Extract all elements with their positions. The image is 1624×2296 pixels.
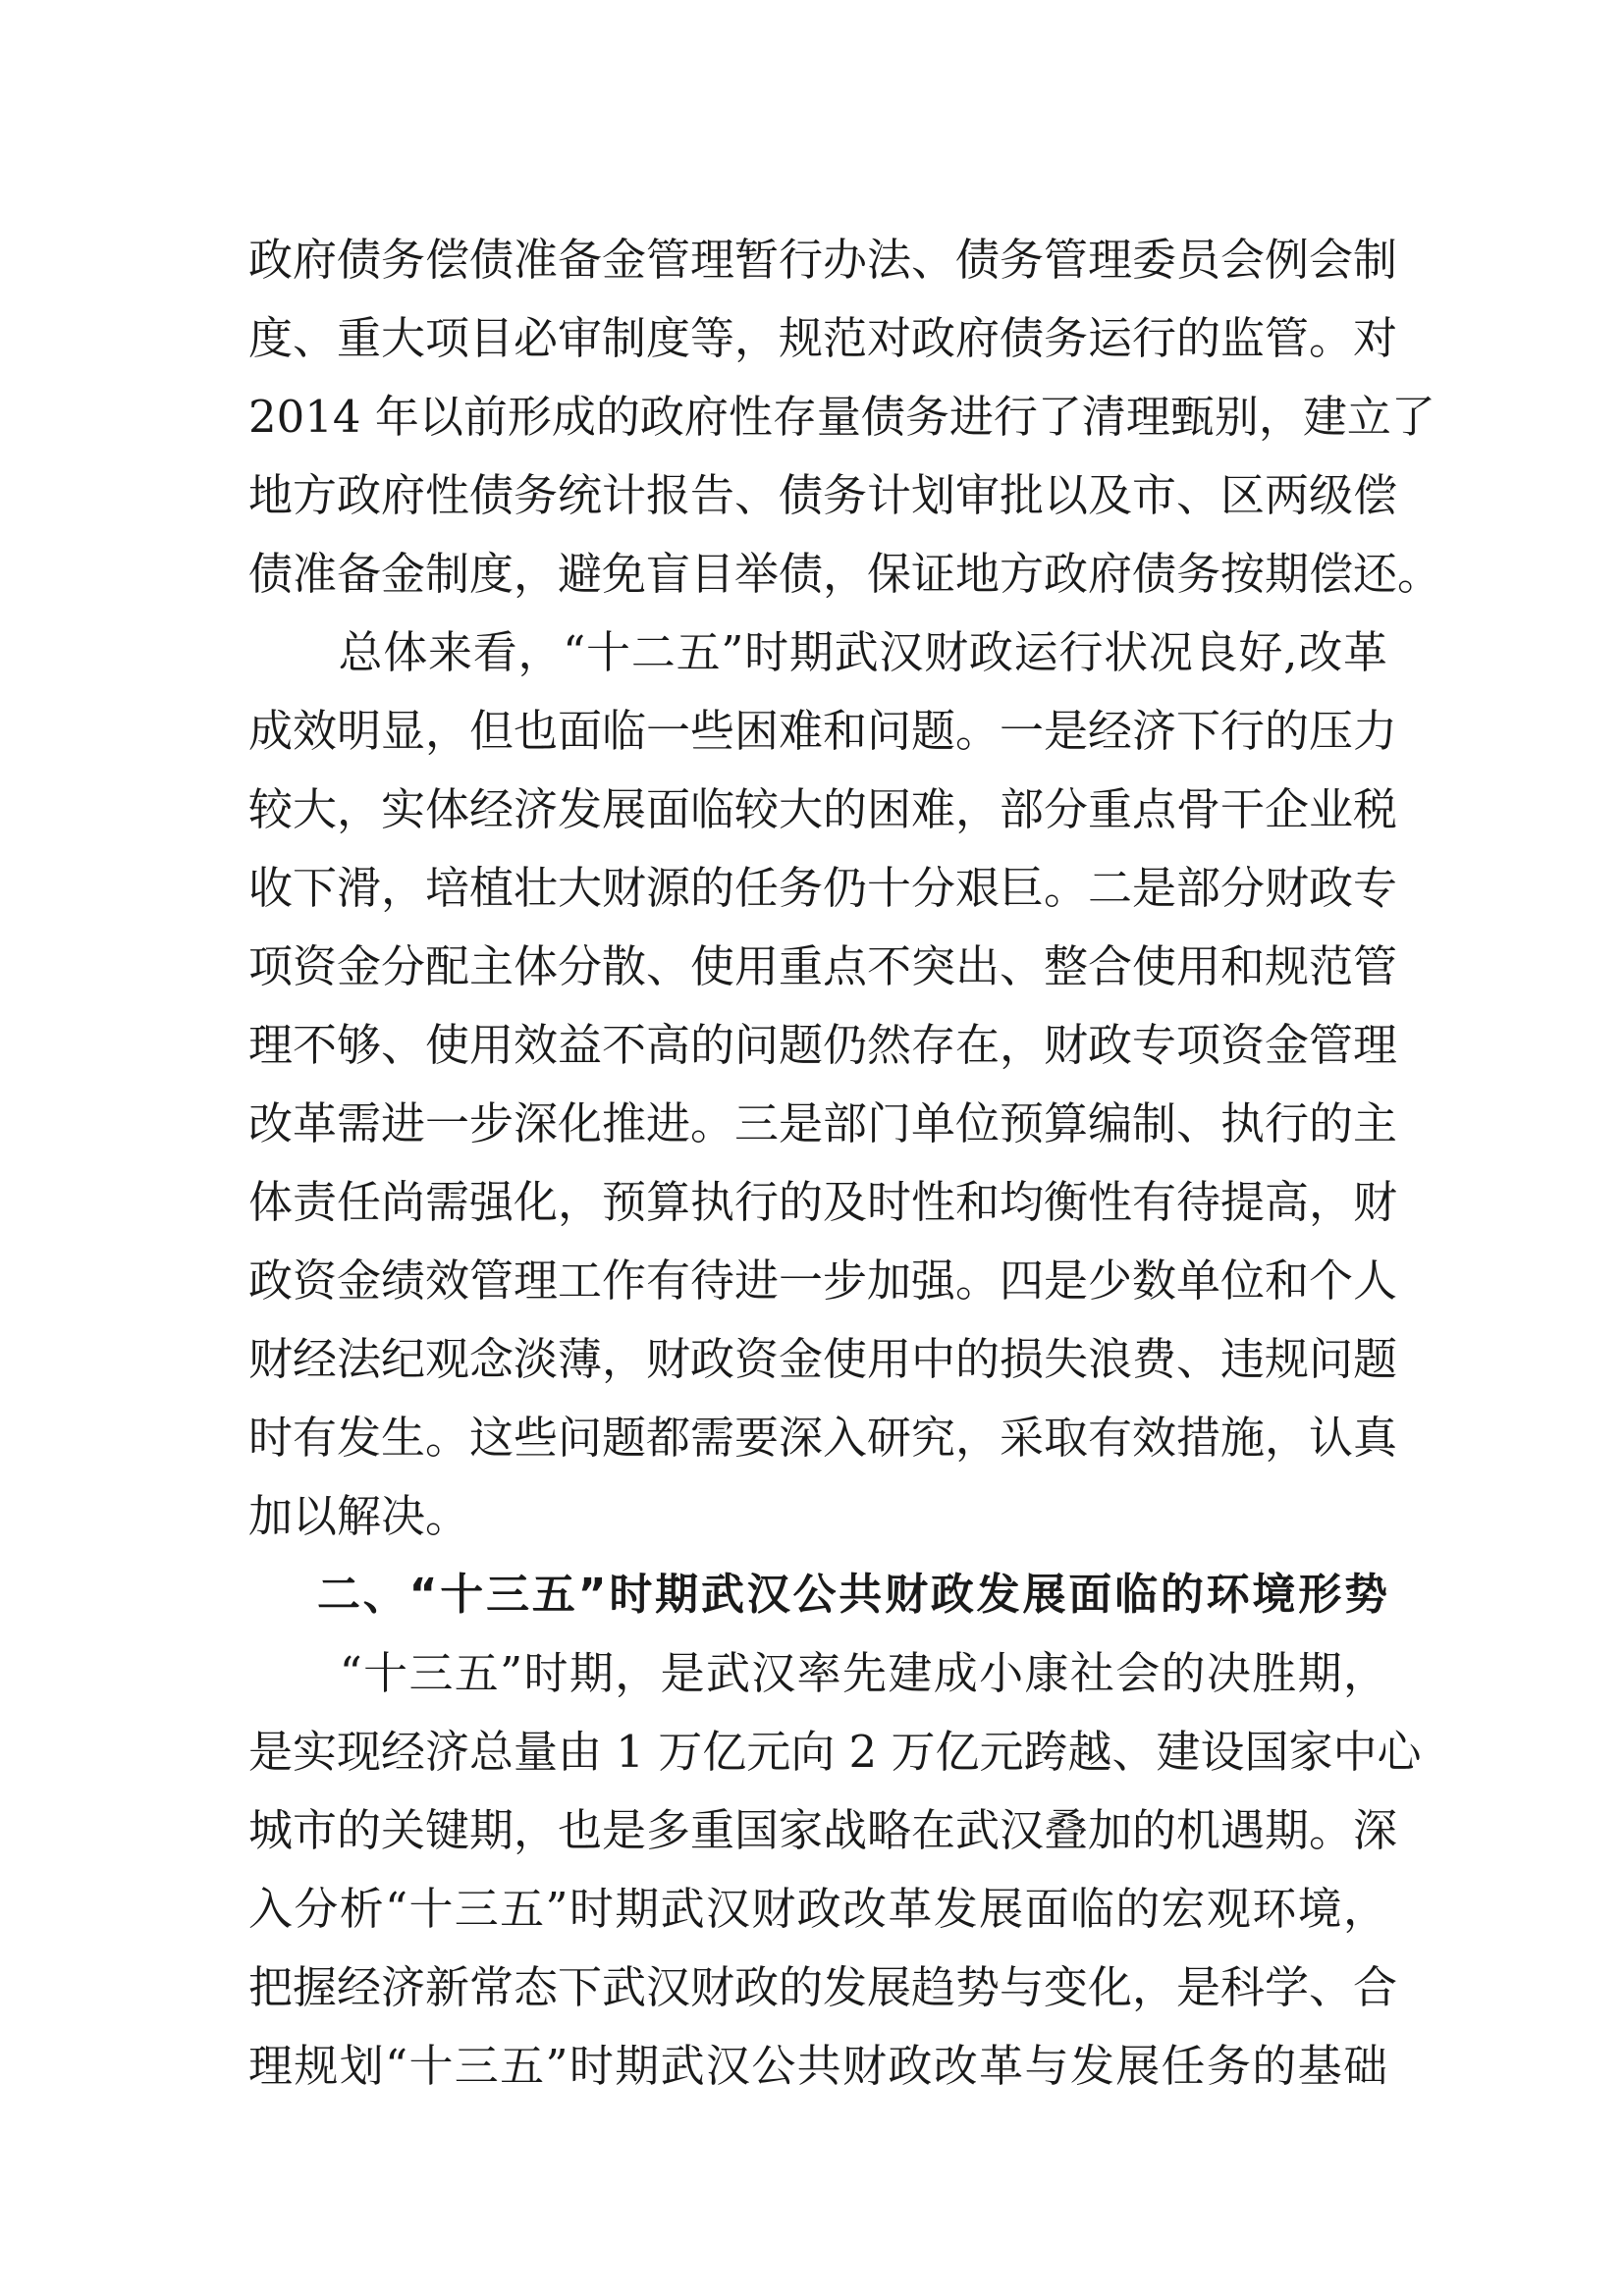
- text-line: 体责任尚需强化，预算执行的及时性和均衡性有待提高，财: [248, 1176, 1398, 1228]
- text-line: 债准备金制度，避免盲目举债，保证地方政府债务按期偿还。: [248, 548, 1442, 600]
- text-line: 收下滑，培植壮大财源的任务仍十分艰巨。二是部分财政专: [248, 862, 1398, 914]
- text-line: 2014 年以前形成的政府性存量债务进行了清理甄别，建立了: [248, 391, 1435, 443]
- text-line: “十三五”时期，是武汉率先建成小康社会的决胜期，: [248, 1647, 1387, 1699]
- section-heading: 二、“十三五”时期武汉公共财政发展面临的环境形势: [317, 1570, 1387, 1620]
- text-line: 把握经济新常态下武汉财政的发展趋势与变化，是科学、合: [248, 1961, 1398, 2013]
- text-line: 理规划“十三五”时期武汉公共财政改革与发展任务的基础: [248, 2040, 1387, 2092]
- text-line: 政府债务偿债准备金管理暂行办法、债务管理委员会例会制: [248, 234, 1398, 286]
- text-line: 是实现经济总量由 1 万亿元向 2 万亿元跨越、建设国家中心: [248, 1726, 1422, 1778]
- text-line: 加以解决。: [248, 1490, 470, 1542]
- text-line: 总体来看，“十二五”时期武汉财政运行状况良好,改革: [248, 626, 1387, 678]
- text-line: 城市的关键期，也是多重国家战略在武汉叠加的机遇期。深: [248, 1804, 1398, 1856]
- text-line: 时有发生。这些问题都需要深入研究，采取有效措施，认真: [248, 1412, 1398, 1464]
- text-line: 政资金绩效管理工作有待进一步加强。四是少数单位和个人: [248, 1255, 1398, 1307]
- text-line: 项资金分配主体分散、使用重点不突出、整合使用和规范管: [248, 940, 1398, 992]
- text-line: 理不够、使用效益不高的问题仍然存在，财政专项资金管理: [248, 1019, 1398, 1071]
- text-line: 地方政府性债务统计报告、债务计划审批以及市、区两级偿: [248, 469, 1398, 521]
- text-line: 财经法纪观念淡薄，财政资金使用中的损失浪费、违规问题: [248, 1333, 1398, 1385]
- text-line: 较大，实体经济发展面临较大的困难，部分重点骨干企业税: [248, 783, 1398, 835]
- text-line: 成效明显，但也面临一些困难和问题。一是经济下行的压力: [248, 705, 1398, 757]
- text-line: 入分析“十三五”时期武汉财政改革发展面临的宏观环境，: [248, 1883, 1387, 1935]
- text-line: 度、重大项目必审制度等，规范对政府债务运行的监管。对: [248, 312, 1398, 364]
- text-line: 改革需进一步深化推进。三是部门单位预算编制、执行的主: [248, 1097, 1398, 1149]
